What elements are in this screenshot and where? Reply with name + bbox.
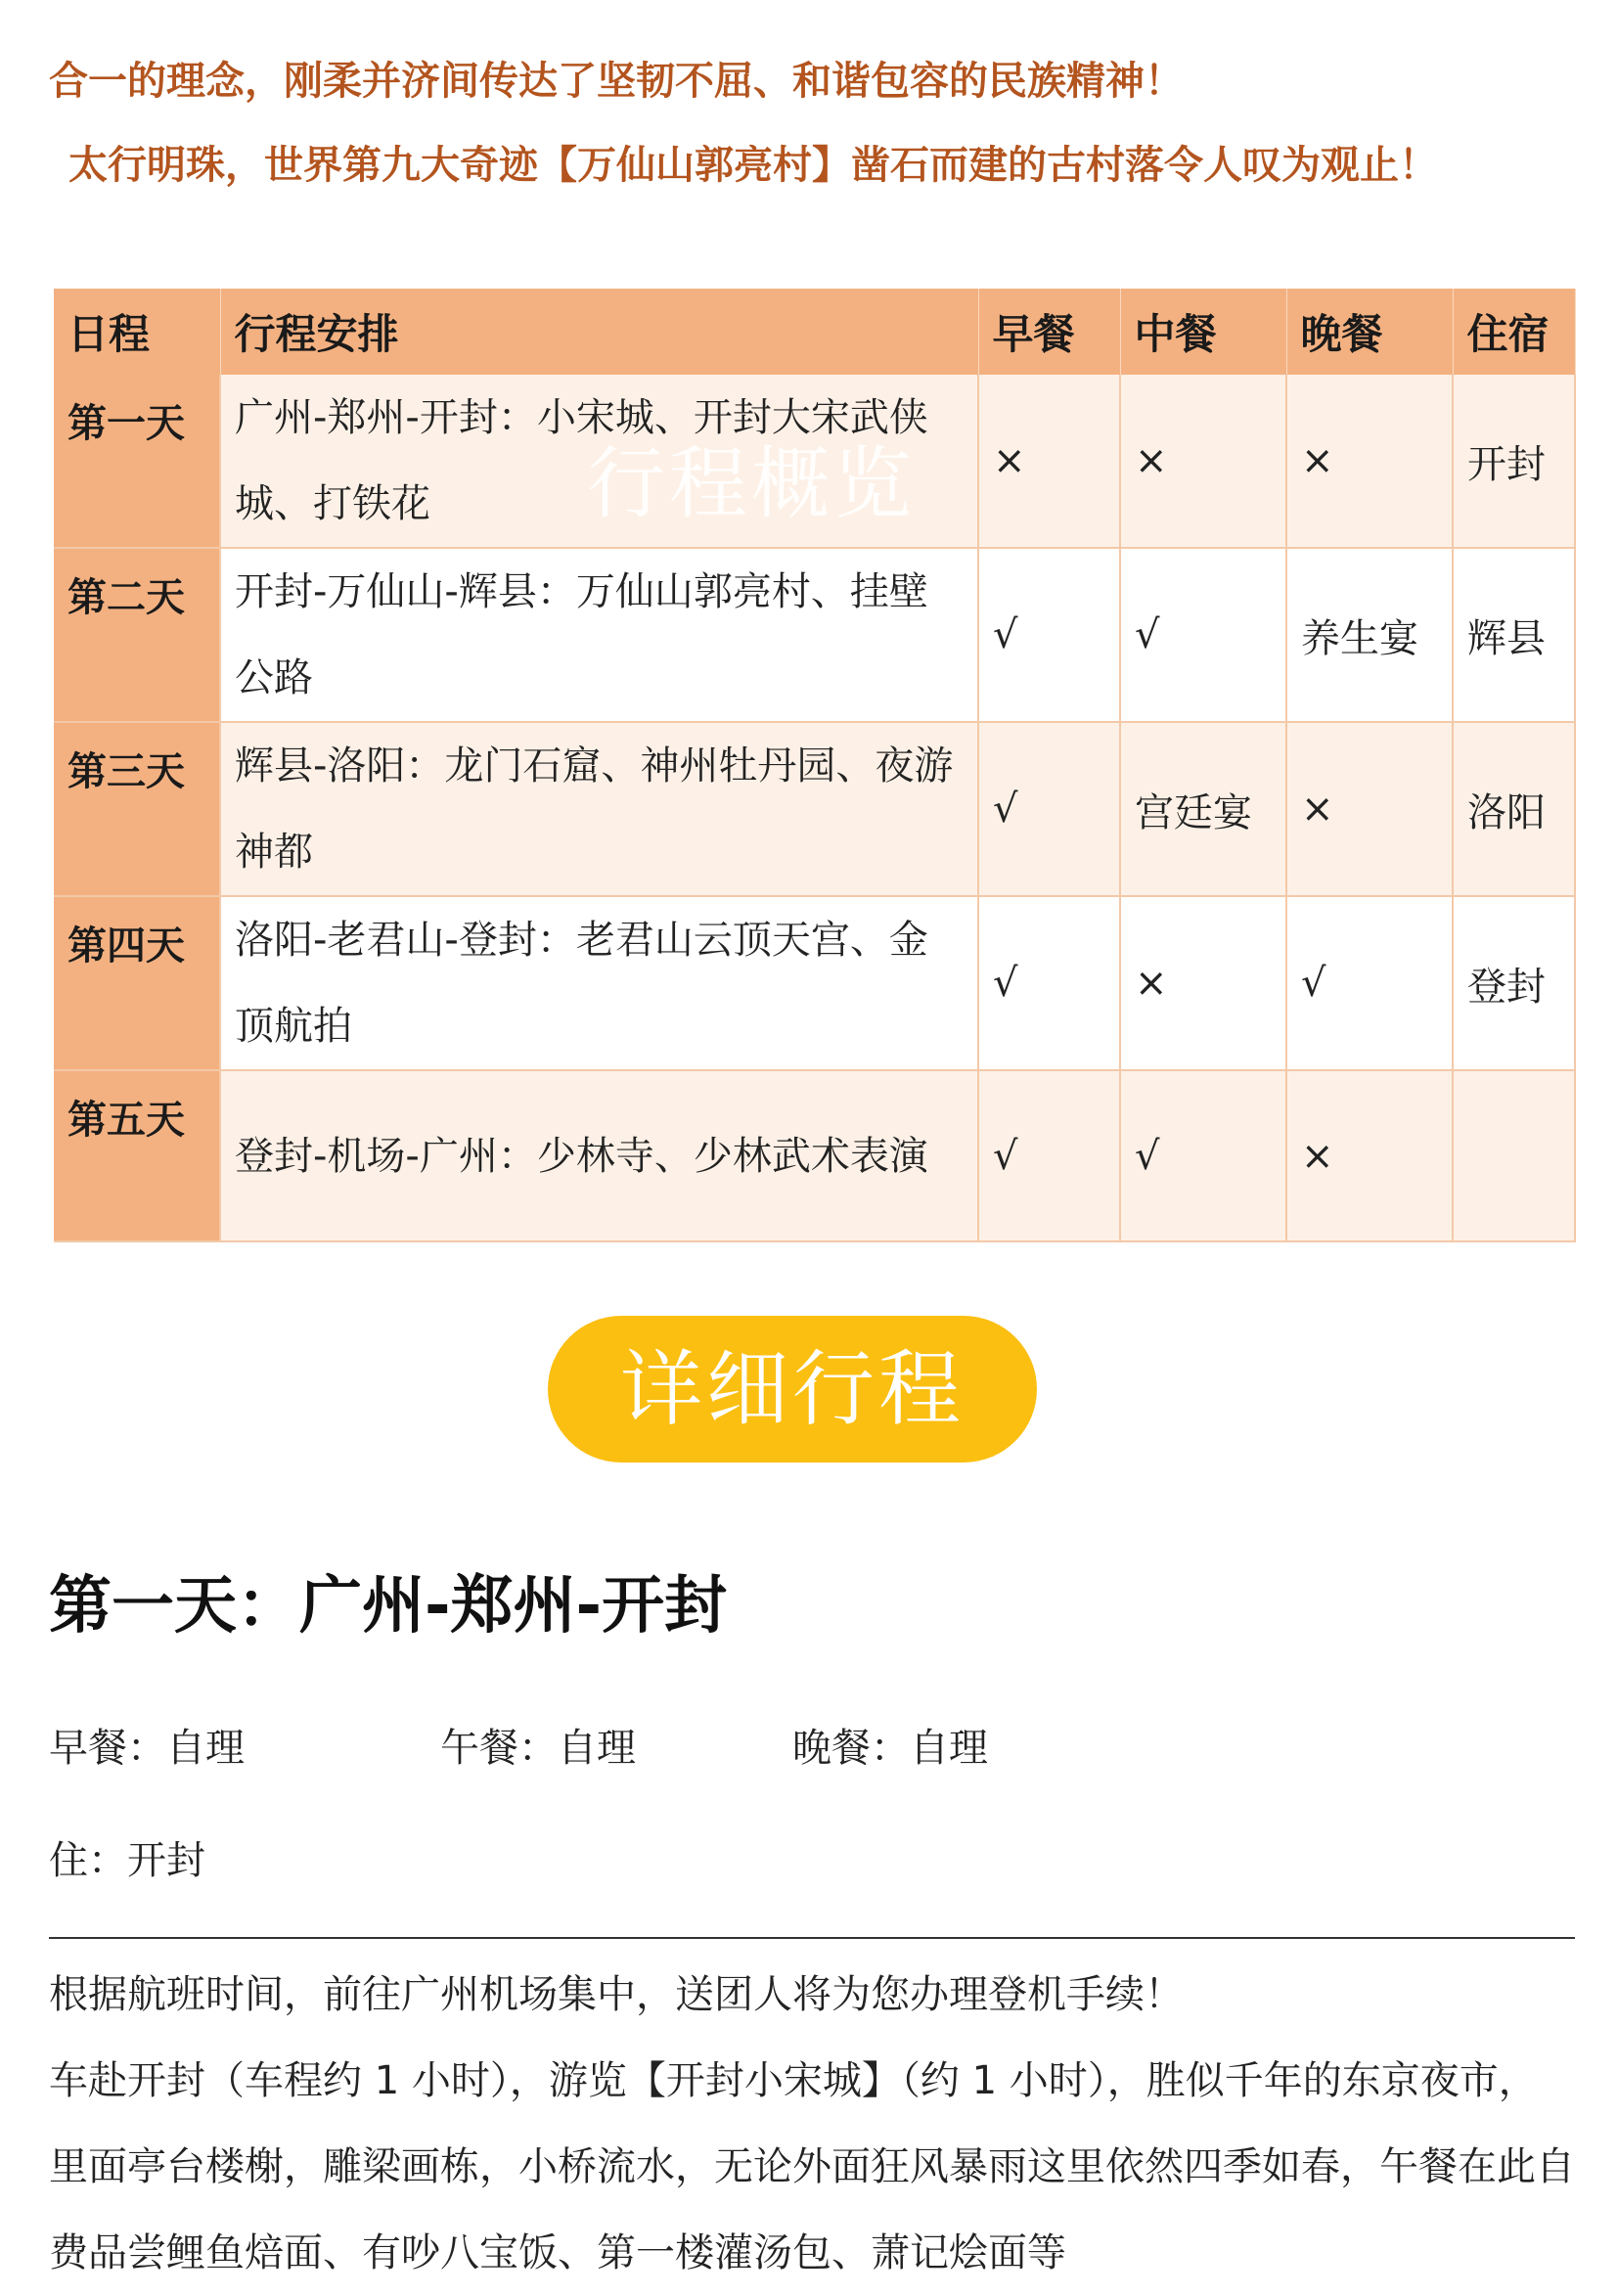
day1-title: 第一天：广州-郑州-开封: [49, 1570, 728, 1643]
dinner-cell: ×: [1286, 1070, 1453, 1241]
stay-cell: 洛阳: [1453, 722, 1575, 896]
day-cell: 第二天: [54, 548, 220, 722]
header-plan: 行程安排: [220, 289, 978, 375]
plan-cell: 广州-郑州-开封：小宋城、开封大宋武侠城、打铁花: [220, 375, 978, 548]
breakfast-cell: √: [978, 896, 1120, 1070]
lunch-cell: ×: [1120, 375, 1286, 548]
intro-line-1: 合一的理念，刚柔并济间传达了坚韧不屈、和谐包容的民族精神！: [49, 59, 1184, 104]
detailed-itinerary-button[interactable]: 详细行程: [548, 1316, 1037, 1463]
intro: [49, 39, 1585, 207]
day1-paragraph: 车赴开封（车程约 1 小时），游览【开封小宋城】（约 1 小时），胜似千年的东京夜市，里面亭台楼榭，雕梁画栋，小桥流水，无论外面狂风暴雨这里依然四季如春，午餐在此自费品尝鲤鱼焙面、有吵八宝饭、第一楼灌汤包、萧记烩面等: [49, 2058, 1575, 2275]
plan-cell: 开封-万仙山-辉县：万仙山郭亮村、挂壁公路: [220, 548, 978, 722]
day1-breakfast: 早餐：自理: [49, 1726, 245, 1771]
breakfast-cell: √: [978, 1070, 1120, 1241]
lunch-cell: √: [1120, 1070, 1286, 1241]
stay-cell: 开封: [1453, 375, 1575, 548]
overview-watermark: 行程概览: [587, 438, 916, 529]
intro-line-2: 太行明珠，世界第九大奇迹【万仙山郭亮村】凿石而建的古村落令人叹为观止！: [68, 143, 1438, 188]
day1-lunch: 午餐：自理: [440, 1726, 636, 1771]
day1-dinner: 晚餐：自理: [792, 1726, 988, 1771]
day1-description: [49, 1952, 1575, 2296]
day-cell: 第三天: [54, 722, 220, 896]
lunch-cell: 宫廷宴: [1120, 722, 1286, 896]
lunch-cell: ×: [1120, 896, 1286, 1070]
day-cell: 第四天: [54, 896, 220, 1070]
header-breakfast: 早餐: [978, 289, 1120, 375]
day-cell: 第一天: [54, 375, 220, 548]
breakfast-cell: √: [978, 722, 1120, 896]
plan-cell: 登封-机场-广州：少林寺、少林武术表演: [220, 1070, 978, 1241]
dinner-cell: √: [1286, 896, 1453, 1070]
day1-stay: 住：开封: [49, 1838, 205, 1883]
table-row: [54, 548, 1575, 722]
breakfast-cell: ×: [978, 375, 1120, 548]
itinerary-table: [54, 289, 1576, 1242]
table-header-row: [54, 289, 1575, 375]
header-lunch: 中餐: [1120, 289, 1286, 375]
dinner-cell: 养生宴: [1286, 548, 1453, 722]
lunch-cell: √: [1120, 548, 1286, 722]
stay-cell: 辉县: [1453, 548, 1575, 722]
day1-paragraph: 根据航班时间，前往广州机场集中，送团人将为您办理登机手续！: [49, 1972, 1184, 2017]
table-row: [54, 896, 1575, 1070]
table-row: [54, 1070, 1575, 1241]
plan-cell: 辉县-洛阳：龙门石窟、神州牡丹园、夜游神都: [220, 722, 978, 896]
itinerary-overview-table: [54, 289, 1575, 1242]
dinner-cell: ×: [1286, 722, 1453, 896]
stay-cell: [1453, 1070, 1575, 1241]
stay-cell: 登封: [1453, 896, 1575, 1070]
section-divider: [49, 1937, 1575, 1939]
table-row: [54, 722, 1575, 896]
header-stay: 住宿: [1453, 289, 1575, 375]
breakfast-cell: √: [978, 548, 1120, 722]
plan-cell: 洛阳-老君山-登封：老君山云顶天宫、金顶航拍: [220, 896, 978, 1070]
day-cell: 第五天: [54, 1070, 220, 1241]
header-day: 日程: [54, 289, 220, 375]
dinner-cell: ×: [1286, 375, 1453, 548]
header-dinner: 晚餐: [1286, 289, 1453, 375]
table-row: [54, 375, 1575, 548]
